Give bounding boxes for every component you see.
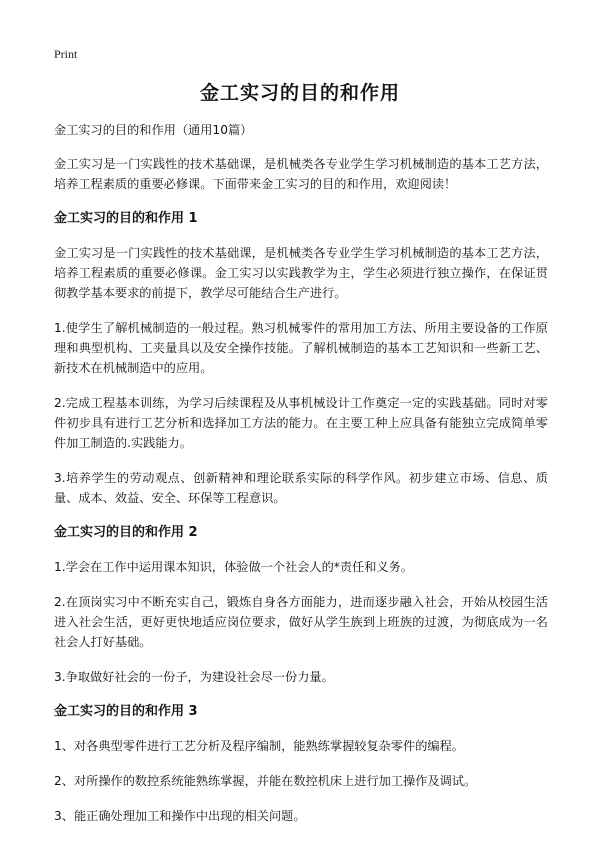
section-paragraph: 3.培养学生的劳动观点、创新精神和理论联系实际的科学作风。初步建立市场、信息、质量、成本、效益、安全、环保等工程意识。 (54, 471, 548, 505)
page-title: 金工实习的目的和作用 (199, 82, 400, 104)
article-body (54, 120, 548, 841)
intro-paragraph: 金工实习是一门实践性的技术基础课，是机械类各专业学生学习机械制造的基本工艺方法，培养工程素质的重要必修课。下面带来金工实习的目的和作用，欢迎阅读！ (54, 157, 548, 191)
section-paragraph: 1、对各典型零件进行工艺分析及程序编制，能熟练掌握较复杂零件的编程。 (54, 739, 464, 753)
article-subtitle: 金工实习的目的和作用（通用10篇） (54, 123, 253, 137)
section-heading: 金工实习的目的和作用 1 (54, 211, 198, 226)
section-paragraph: 2.完成工程基本训练，为学习后续课程及从事机械设计工作奠定一定的实践基础。同时对零件初步具有进行工艺分析和选择加工方法的能力。在主要工种上应具备有能独立完成简单零件加工制造的.实践能力。 (54, 396, 548, 450)
section-paragraph: 3.争取做好社会的一份子，为建设社会尽一份力量。 (54, 670, 334, 684)
section-heading: 金工实习的目的和作用 3 (54, 704, 198, 719)
section-2 (54, 523, 548, 687)
section-paragraph: 2、对所操作的数控系统能熟练掌握，并能在数控机床上进行加工操作及调试。 (54, 774, 477, 788)
section-paragraph: 2.在顶岗实习中不断充实自己，锻炼自身各方面能力，进而逐步融入社会，开始从校园生活进入社会生活，更好更快地适应岗位要求，做好从学生族到上班族的过渡，为彻底成为一名社会人打好基础。 (54, 595, 548, 649)
print-link[interactable]: Print (54, 47, 78, 61)
section-heading: 金工实习的目的和作用 2 (54, 525, 198, 540)
section-paragraph: 金工实习是一门实践性的技术基础课，是机械类各专业学生学习机械制造的基本工艺方法，培养工程素质的重要必修课。金工实习以实践教学为主，学生必须进行独立操作，在保证贯彻教学基本要求的前提下，教学尽可能结合生产进行。 (54, 246, 548, 300)
section-1 (54, 209, 548, 508)
section-paragraph: 1.学会在工作中运用课本知识，体验做一个社会人的*责任和义务。 (54, 560, 413, 574)
section-paragraph: 3、能正确处理加工和操作中出现的相关问题。 (54, 809, 306, 823)
section-paragraph: 1.使学生了解机械制造的一般过程。熟习机械零件的常用加工方法、所用主要设备的工作原理和典型机构、工夹量具以及安全操作技能。了解机械制造的基本工艺知识和一些新工艺、新技术在机械制造中的应用。 (54, 321, 548, 375)
section-3 (54, 702, 548, 826)
